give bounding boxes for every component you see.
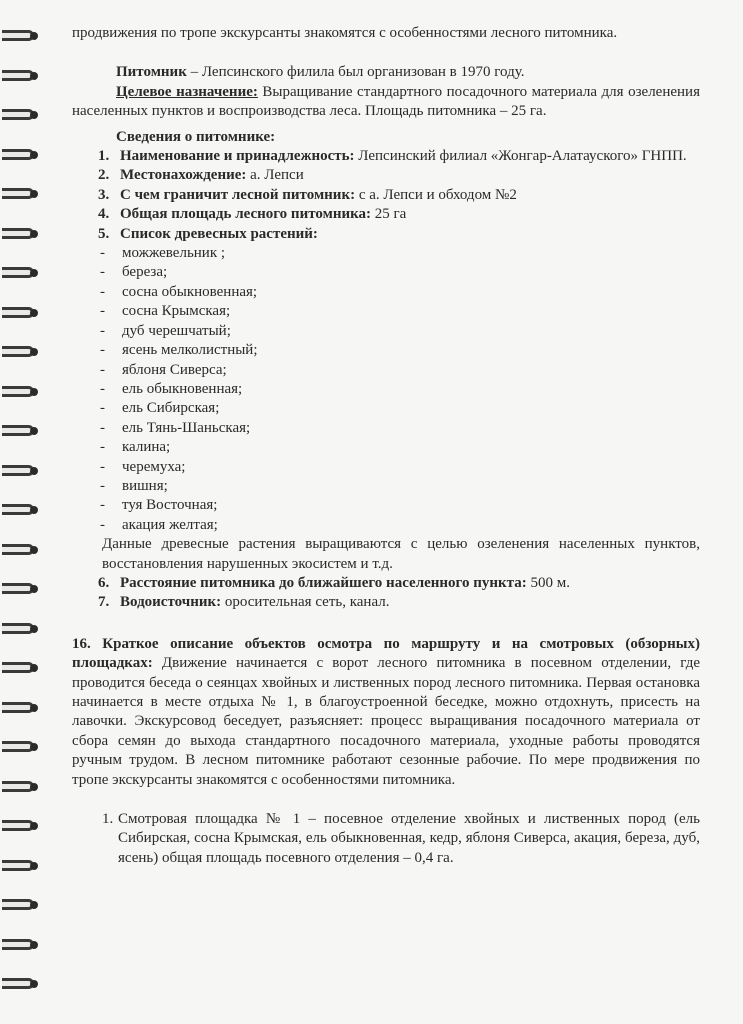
list-item: - ясень мелколистный; xyxy=(100,342,258,359)
list-item: - береза; xyxy=(100,264,168,281)
list-item: - сосна обыкновенная; xyxy=(100,283,258,300)
binding-hole xyxy=(30,388,38,396)
binding-hole xyxy=(30,980,38,988)
binding-hole xyxy=(30,862,38,870)
binding-hole xyxy=(30,230,38,238)
document-content xyxy=(72,24,700,868)
binding-hole xyxy=(30,467,38,475)
list-item: 4. Общая площадь лесного питомника: 25 га xyxy=(98,206,407,223)
binding-hole xyxy=(30,348,38,356)
list-item: - акация желтая; xyxy=(100,516,218,533)
list-item: - вишня; xyxy=(100,477,168,494)
section-16-heading: 16. Краткое описание объектов осмотра по маршруту и на смотровых (обзорных) площадках: xyxy=(72,635,700,672)
binding-hole xyxy=(30,546,38,554)
nursery-title: Питомник xyxy=(116,64,187,81)
list-item: 3. С чем граничит лесной питомник: с а. Лепси и обходом №2 xyxy=(98,186,517,203)
list-item: - ель обыкновенная; xyxy=(100,380,243,397)
section-16-text: Движение начинается с ворот лесного питомника в посевном отделении, где проводится беседа о сеянцах хвойных и лиственных пород лесного питомника. Первая остановка начинается в месте отдыха № 1, в благоустроенной беседке, можно отдохнуть, присесть на лавочки. Экскурсовод беседует, разъясняет: процесс выращивания посадочного материала от сбора семян до выхода стандартного посадочного материала, уходные работы проводятся ручным трудом. В лесном питомнике работают сезонные рабочие. По мере продвижения по тропе экскурсанты знакомятся с особенностями питомника. xyxy=(72,655,700,788)
list-item: - можжевельник ; xyxy=(100,245,226,262)
list-item: 6. Расстояние питомника до ближайшего населенного пункта: 500 м. xyxy=(98,574,570,591)
list-item: - дуб черешчатый; xyxy=(100,322,231,339)
info-list-continued xyxy=(72,574,700,613)
list-item: 5. Список древесных растений: xyxy=(98,225,318,242)
purpose-label: Целевое назначение: xyxy=(116,83,258,100)
binding-hole xyxy=(30,72,38,80)
viewpoint-list xyxy=(72,810,700,868)
plants-note: Данные древесные растения выращиваются с целью озеленения населенных пунктов, восстановления нарушенных экосистем и т.д. xyxy=(102,536,700,572)
list-item: 2. Местонахождение: а. Лепси xyxy=(98,167,304,184)
list-item: 7. Водоисточник: оросительная сеть, канал. xyxy=(98,594,390,611)
binding-hole xyxy=(30,585,38,593)
nursery-founded xyxy=(72,63,700,82)
list-item: - яблоня Сиверса; xyxy=(100,361,227,378)
binding-hole xyxy=(30,901,38,909)
binding-hole xyxy=(30,822,38,830)
list-item: - калина; xyxy=(100,439,171,456)
binding-hole xyxy=(30,269,38,277)
binding-hole xyxy=(30,309,38,317)
list-item: - туя Восточная; xyxy=(100,497,218,514)
list-item: 1. Смотровая площадка № 1 – посевное отделение хвойных и лиственных пород (ель Сибирская, сосна Крымская, ель обыкновенная, кедр, яблоня Сиверса, акация, береза, дуб, ясень) общая площадь посевного отделения – 0,4 га. xyxy=(102,811,700,866)
info-list xyxy=(72,147,700,244)
continued-paragraph: продвижения по тропе экскурсанты знакомятся с особенностями лесного питомника. xyxy=(72,25,618,41)
plant-list xyxy=(72,244,700,535)
binding-hole xyxy=(30,664,38,672)
list-item: - ель Сибирская; xyxy=(100,400,220,417)
binding-hole xyxy=(30,190,38,198)
list-item: - сосна Крымская; xyxy=(100,303,231,320)
binding-hole xyxy=(30,704,38,712)
nursery-purpose xyxy=(72,83,700,122)
binding-hole xyxy=(30,506,38,514)
purpose-text: Выращивание стандартного посадочного материала для озеленения населенных пунктов и воспроизводства леса. Площадь питомника – 25 га. xyxy=(72,83,700,120)
section-16 xyxy=(72,635,700,790)
list-item: 1. Наименование и принадлежность: Лепсинский филиал «Жонгар-Алатауского» ГНПП. xyxy=(98,148,687,165)
binding-hole xyxy=(30,941,38,949)
binding-hole xyxy=(30,427,38,435)
binding-hole xyxy=(30,151,38,159)
binding-hole xyxy=(30,743,38,751)
info-heading: Сведения о питомнике: xyxy=(116,128,276,145)
nursery-sentence: – Лепсинского филила был организован в 1970 году. xyxy=(186,64,525,81)
binding-hole xyxy=(30,111,38,119)
binding-hole xyxy=(30,783,38,791)
list-item: - черемуха; xyxy=(100,458,186,475)
binding-hole xyxy=(30,625,38,633)
binding-hole xyxy=(30,32,38,40)
list-item: - ель Тянь-Шаньская; xyxy=(100,419,251,436)
spiral-binding xyxy=(0,0,44,1024)
